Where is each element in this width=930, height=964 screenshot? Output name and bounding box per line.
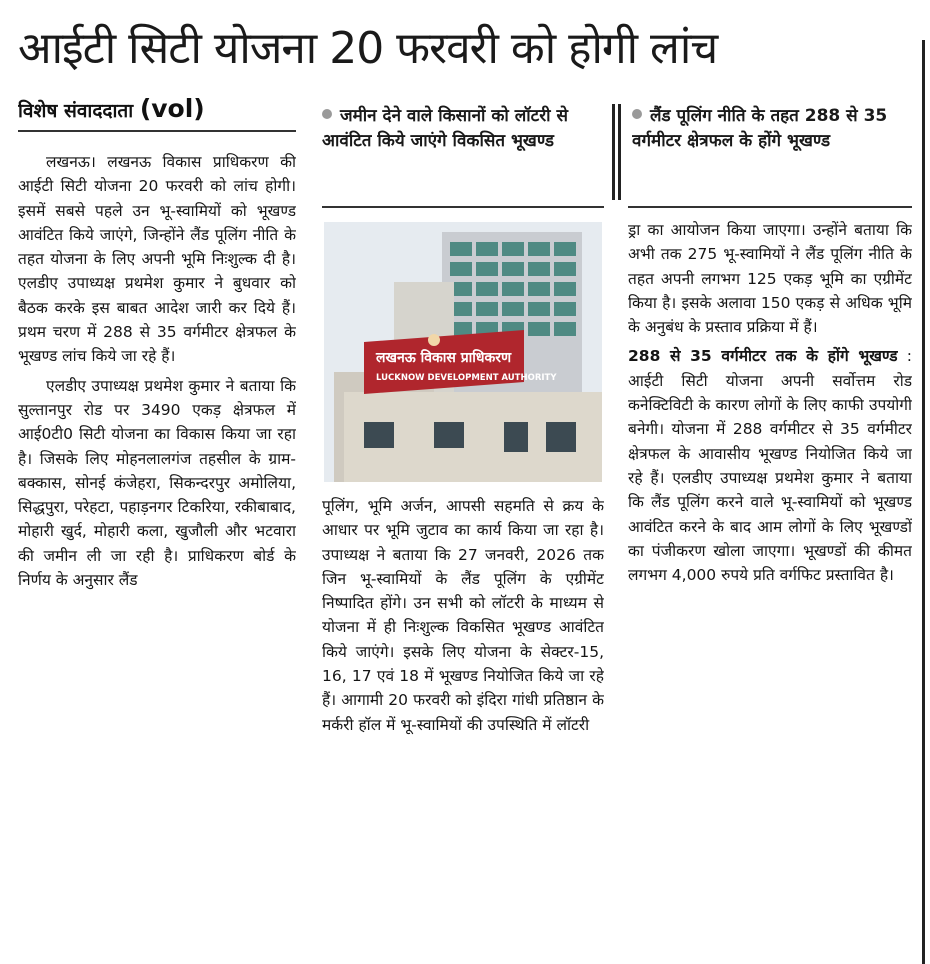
page-edge-rule — [922, 40, 925, 964]
column-3-paragraph-1: ड्रा का आयोजन किया जाएगा। उन्होंने बताया कि अभी तक 275 भू-स्वामियों ने लैंड पूलिंग नीति के तहत अपनी लगभग 125 एकड़ भूमि का एग्रीमेंट किया है। इसके अलावा 150 एकड़ से अधिक भूमि के अनुबंध के प्रस्ताव प्रक्रिया में हैं। — [628, 221, 912, 337]
column-3-paragraph-2 — [628, 344, 912, 587]
sign-english-text: LUCKNOW DEVELOPMENT AUTHORITY — [376, 373, 557, 383]
subhead-right — [632, 104, 908, 200]
column-1-paragraph-1: लखनऊ। लखनऊ विकास प्राधिकरण की आईटी सिटी योजना 20 फरवरी को लांच होगी। इसमें सबसे पहले उन भू-स्वामियों को भूखण्ड आवंटित किये जाएंगे, जिन्होंने लैंड पूलिंग नीति के तहत योजना के लिए अपनी भूमि निःशुल्क दी है। एलडीए उपाध्यक्ष प्रथमेश कुमार ने बुधवार को बैठक करके इस बाबत आदेश जारी कर दिये हैं। प्रथम चरण में 288 से 35 वर्गमीटर क्षेत्रफल के भूखण्ड लांच किये जा रहे हैं। — [18, 153, 296, 366]
article-column-1 — [18, 150, 296, 964]
column-divider-left — [612, 104, 615, 200]
headline: आईटी सिटी योजना 20 फरवरी को होगी लांच — [18, 23, 718, 74]
subhead-middle-rule — [322, 206, 604, 208]
building-photo — [324, 222, 602, 482]
column-3-lead-text: : आईटी सिटी योजना अपनी सर्वोत्तम रोड कनेक्टिविटी के कारण लोगों के लिए काफी उपयोगी बनेगी। योजना में 288 वर्गमीटर से 35 वर्गमीटर क्षेत्रफल के आवासीय भूखण्ड नियोजित किये जा रहे हैं। एलडीए उपाध्यक्ष प्रथमेश कुमार ने बताया कि लैंड पूलिंग करने वाले भू-स्वामियों को भूखण्ड आवंटित करने के बाद आम लोगों के लिए भूखण्डों का पंजीकरण खोला जाएगा। भूखण्डों की कीमत लगभग 4,000 रुपये प्रति वर्गफिट प्रस्तावित है। — [628, 347, 912, 585]
byline-author: विशेष संवाददाता — [18, 100, 134, 122]
subhead-middle-text: जमीन देने वाले किसानों को लॉटरी से आवंटित किये जाएंगे विकसित भूखण्ड — [322, 106, 568, 151]
column-3-bold-lead: 288 से 35 वर्गमीटर तक के होंगे भूखण्ड — [628, 347, 898, 366]
bullet-dot-icon — [632, 109, 642, 119]
article-column-3 — [628, 218, 912, 964]
lda-building-image — [324, 222, 602, 482]
column-2-paragraph-1: पूलिंग, भूमि अर्जन, आपसी सहमति से क्रय के आधार पर भूमि जुटाव का कार्य किया जा रहा है। उपाध्यक्ष ने बताया कि 27 जनवरी, 2026 तक जिन भू-स्वामियों के लैंड पूलिंग के एग्रीमेंट निष्पादित होंगे। उन सभी को लॉटरी के माध्यम से योजना में ही निःशुल्क विकसित भूखण्ड आवंटित किये जाएंगे। इसके लिए योजना के सेक्टर-15, 16, 17 एवं 18 में भूखण्ड नियोजित किये जा रहे हैं। आगामी 20 फरवरी को इंदिरा गांधी प्रतिष्ठान के मर्करी हॉल में भू-स्वामियों की उपस्थिति में लॉटरी — [322, 497, 604, 734]
byline — [18, 94, 293, 132]
byline-rule — [18, 130, 296, 132]
byline-source: (vol) — [139, 94, 205, 123]
subhead-right-text: लैंड पूलिंग नीति के तहत 288 से 35 वर्गमीटर क्षेत्रफल के होंगे भूखण्ड — [632, 106, 888, 151]
column-divider-right — [618, 104, 621, 200]
article-column-2 — [322, 494, 604, 964]
sign-hindi-text: लखनऊ विकास प्राधिकरण — [376, 350, 512, 366]
subhead-right-rule — [628, 206, 912, 208]
bullet-dot-icon — [322, 109, 332, 119]
column-1-paragraph-2: एलडीए उपाध्यक्ष प्रथमेश कुमार ने बताया कि सुल्तानपुर रोड पर 3490 एकड़ क्षेत्रफल में आई0टी0 सिटी योजना का विकास किया जा रहा है। जिसके लिए मोहनलालगंज तहसील के ग्राम-बक्कास, सोनई कंजेहरा, सिकन्दरपुर अमोलिया, सिद्धपुरा, परेहटा, पहाड़नगर टिकरिया, रकीबाबाद, मोहारी खुर्द, मोहारी कला, खुजौली और भटवारा की जमीन ली जा रही है। प्राधिकरण बोर्ड के निर्णय के अनुसार लैंड — [18, 376, 296, 590]
subhead-middle — [322, 104, 602, 192]
